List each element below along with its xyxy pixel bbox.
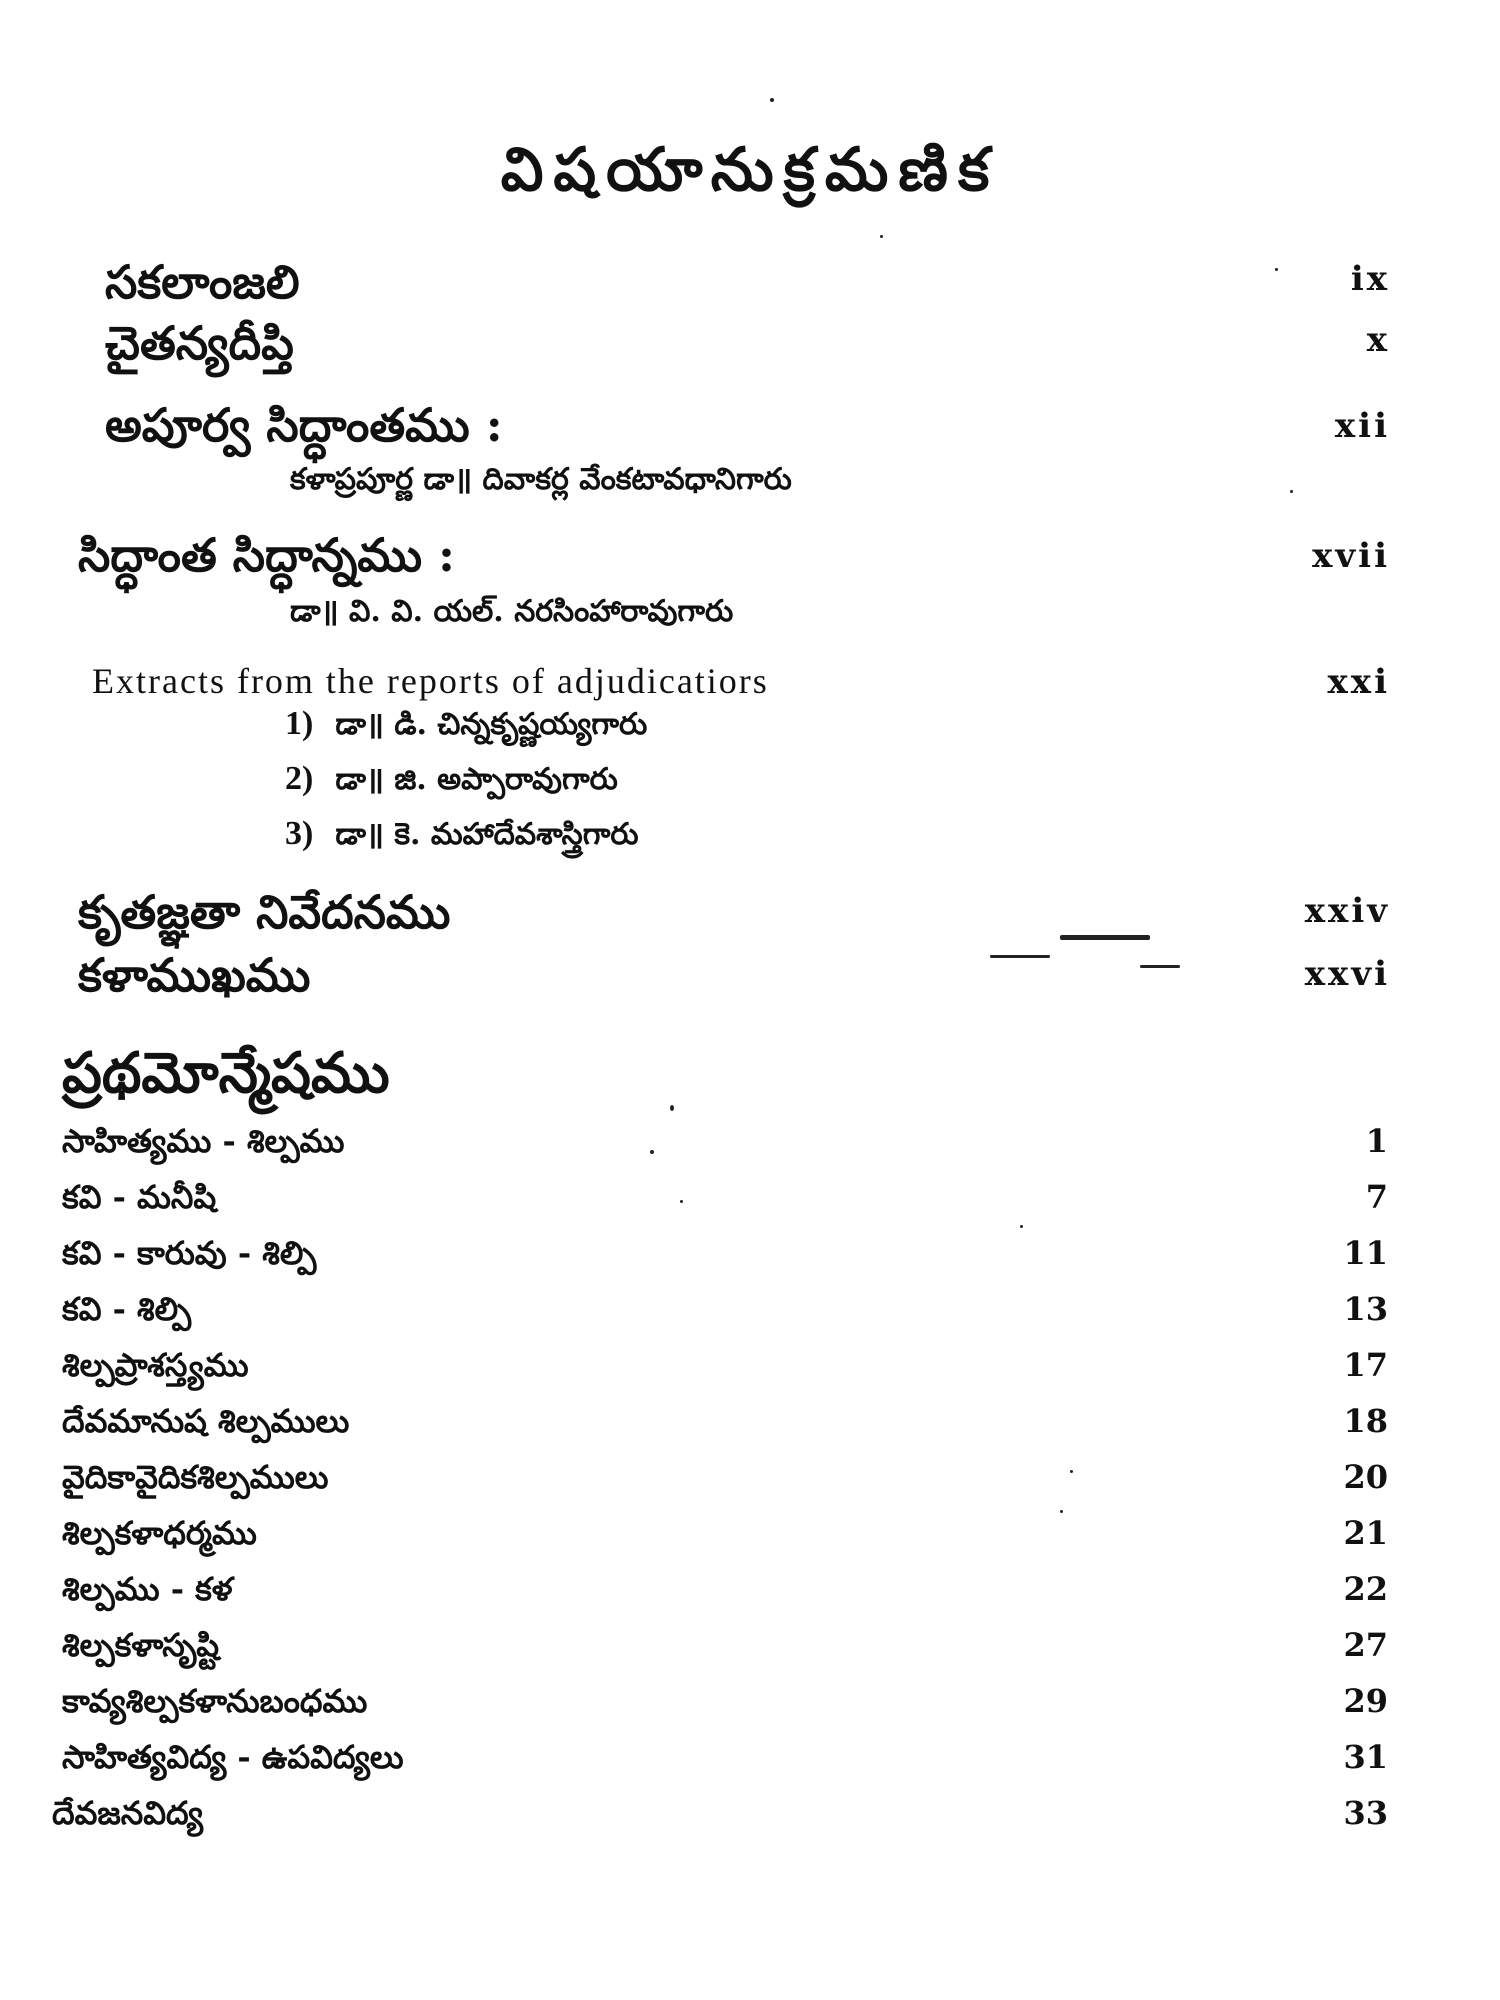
toc-entry-label: సాహిత్యము - శిల్పము bbox=[62, 1122, 345, 1160]
toc-entry-page: 11 bbox=[1343, 1234, 1388, 1272]
toc-sub-entry bbox=[0, 760, 1500, 820]
toc-entry-page: 18 bbox=[1343, 1402, 1388, 1440]
toc-entry-page: xxiv bbox=[1304, 891, 1390, 931]
toc-entry-page: 7 bbox=[1365, 1178, 1388, 1216]
toc-entry-page: 27 bbox=[1343, 1626, 1388, 1664]
toc-entry-author-text: కళాప్రపూర్ణ డా॥ దివాకర్ల వేంకటావధానిగారు bbox=[290, 462, 792, 497]
scan-speck bbox=[650, 1150, 654, 1154]
scan-speck bbox=[1060, 935, 1150, 940]
toc-entry bbox=[0, 1458, 1500, 1518]
toc-sub-text: డా॥ జి. అప్పారావుగారు bbox=[335, 762, 618, 797]
toc-entry bbox=[0, 528, 1500, 588]
toc-entry-page: 33 bbox=[1343, 1794, 1388, 1832]
toc-entry bbox=[0, 1682, 1500, 1742]
toc-entry-label: సకలాంజలి bbox=[105, 255, 300, 309]
toc-entry bbox=[0, 1178, 1500, 1238]
toc-entry-page: 1 bbox=[1365, 1122, 1388, 1160]
toc-entry-label: కృతజ్ఞతా నివేదనము bbox=[78, 885, 451, 939]
toc-entry bbox=[0, 255, 1500, 315]
toc-entry bbox=[0, 1290, 1500, 1350]
toc-entry-label: చైతన్యదీప్తి bbox=[105, 316, 294, 370]
toc-sub-number: 3) bbox=[285, 815, 314, 852]
toc-entry-label: శిల్పము - కళ bbox=[62, 1570, 233, 1608]
toc-entry bbox=[0, 1122, 1500, 1182]
toc-entry-label: శిల్పకళాధర్మము bbox=[62, 1514, 257, 1552]
toc-entry-page: xxvi bbox=[1304, 954, 1390, 994]
page-title: విషయానుక్రమణిక bbox=[500, 135, 1000, 205]
toc-entry-page: xvii bbox=[1312, 536, 1390, 576]
toc-entry bbox=[0, 1570, 1500, 1630]
scan-speck bbox=[1020, 1225, 1023, 1228]
toc-entry-page: 22 bbox=[1343, 1570, 1388, 1608]
toc-entry-label: కవి - శిల్పి bbox=[62, 1290, 192, 1328]
toc-entry bbox=[0, 1234, 1500, 1294]
toc-sub-text: డా॥ కె. మహాదేవశాస్త్రిగారు bbox=[335, 817, 639, 852]
toc-entry-label: కవి - కారువు - శిల్పి bbox=[62, 1234, 317, 1272]
toc-entry-label: కావ్యశిల్పకళానుబంధము bbox=[62, 1682, 368, 1720]
toc-entry-page: xii bbox=[1334, 406, 1390, 446]
toc-sub-text: డా॥ డి. చిన్నకృష్ణయ్యగారు bbox=[335, 707, 648, 742]
toc-entry bbox=[0, 1514, 1500, 1574]
toc-entry-page: 31 bbox=[1343, 1738, 1388, 1776]
toc-entry-label: వైదికావైదికశిల్పములు bbox=[62, 1458, 329, 1496]
toc-entry bbox=[0, 948, 1500, 1008]
toc-entry-page: 17 bbox=[1343, 1346, 1388, 1384]
scan-speck bbox=[670, 1105, 674, 1111]
toc-sub-entry bbox=[0, 705, 1500, 765]
scan-speck bbox=[680, 1200, 683, 1203]
toc-entry bbox=[0, 1346, 1500, 1406]
toc-entry bbox=[0, 1402, 1500, 1462]
toc-entry-author bbox=[0, 462, 1500, 522]
toc-entry-label: దేవమానుష శిల్పములు bbox=[62, 1402, 350, 1440]
toc-entry bbox=[0, 316, 1500, 376]
toc-sub-number: 1) bbox=[285, 705, 314, 742]
toc-sub-entry bbox=[0, 815, 1500, 875]
toc-sub-number: 2) bbox=[285, 760, 314, 797]
toc-entry-label: శిల్పకళాసృష్టి bbox=[62, 1626, 220, 1664]
toc-entry-page: 13 bbox=[1343, 1290, 1388, 1328]
scan-speck bbox=[990, 955, 1050, 958]
toc-entry-label: దేవజనవిద్య bbox=[52, 1794, 203, 1832]
scan-speck bbox=[1060, 1510, 1063, 1513]
toc-entry-author-text: డా॥ వి. వి. యల్. నరసింహారావుగారు bbox=[290, 594, 734, 629]
toc-entry-label: శిల్పప్రాశస్త్యము bbox=[62, 1346, 249, 1384]
toc-entry bbox=[0, 1626, 1500, 1686]
toc-entry-label: సాహిత్యవిద్య - ఉపవిద్యలు bbox=[62, 1738, 404, 1776]
toc-entry-page: xxi bbox=[1327, 662, 1390, 702]
toc-entry-author bbox=[0, 594, 1500, 654]
section-title: ప్రథమోన్మేషము bbox=[62, 1040, 390, 1106]
toc-entry-page: 20 bbox=[1343, 1458, 1388, 1496]
scan-speck bbox=[880, 235, 883, 238]
toc-entry bbox=[0, 1738, 1500, 1798]
toc-entry-label: సిద్ధాంత సిద్ధాన్నము : bbox=[78, 528, 455, 582]
toc-entry-label: అపూర్వ సిద్ధాంతము : bbox=[105, 398, 503, 452]
toc-entry-page: ix bbox=[1350, 259, 1390, 299]
toc-entry-label: కళాముఖము bbox=[78, 948, 311, 1002]
toc-entry bbox=[0, 1794, 1500, 1854]
scan-speck bbox=[1275, 268, 1278, 271]
scan-speck bbox=[1140, 965, 1180, 968]
toc-entry-label: కవి - మనీషి bbox=[62, 1178, 217, 1216]
scan-speck bbox=[1070, 1470, 1073, 1473]
toc-entry-page: 21 bbox=[1343, 1514, 1388, 1552]
toc-entry-label: Extracts from the reports of adjudicatiors bbox=[92, 661, 769, 701]
toc-entry bbox=[0, 398, 1500, 458]
toc-entry bbox=[0, 885, 1500, 945]
scan-speck bbox=[770, 98, 774, 102]
toc-entry-page: 29 bbox=[1343, 1682, 1388, 1720]
toc-entry-page: x bbox=[1366, 320, 1390, 360]
scan-speck bbox=[1290, 490, 1293, 493]
